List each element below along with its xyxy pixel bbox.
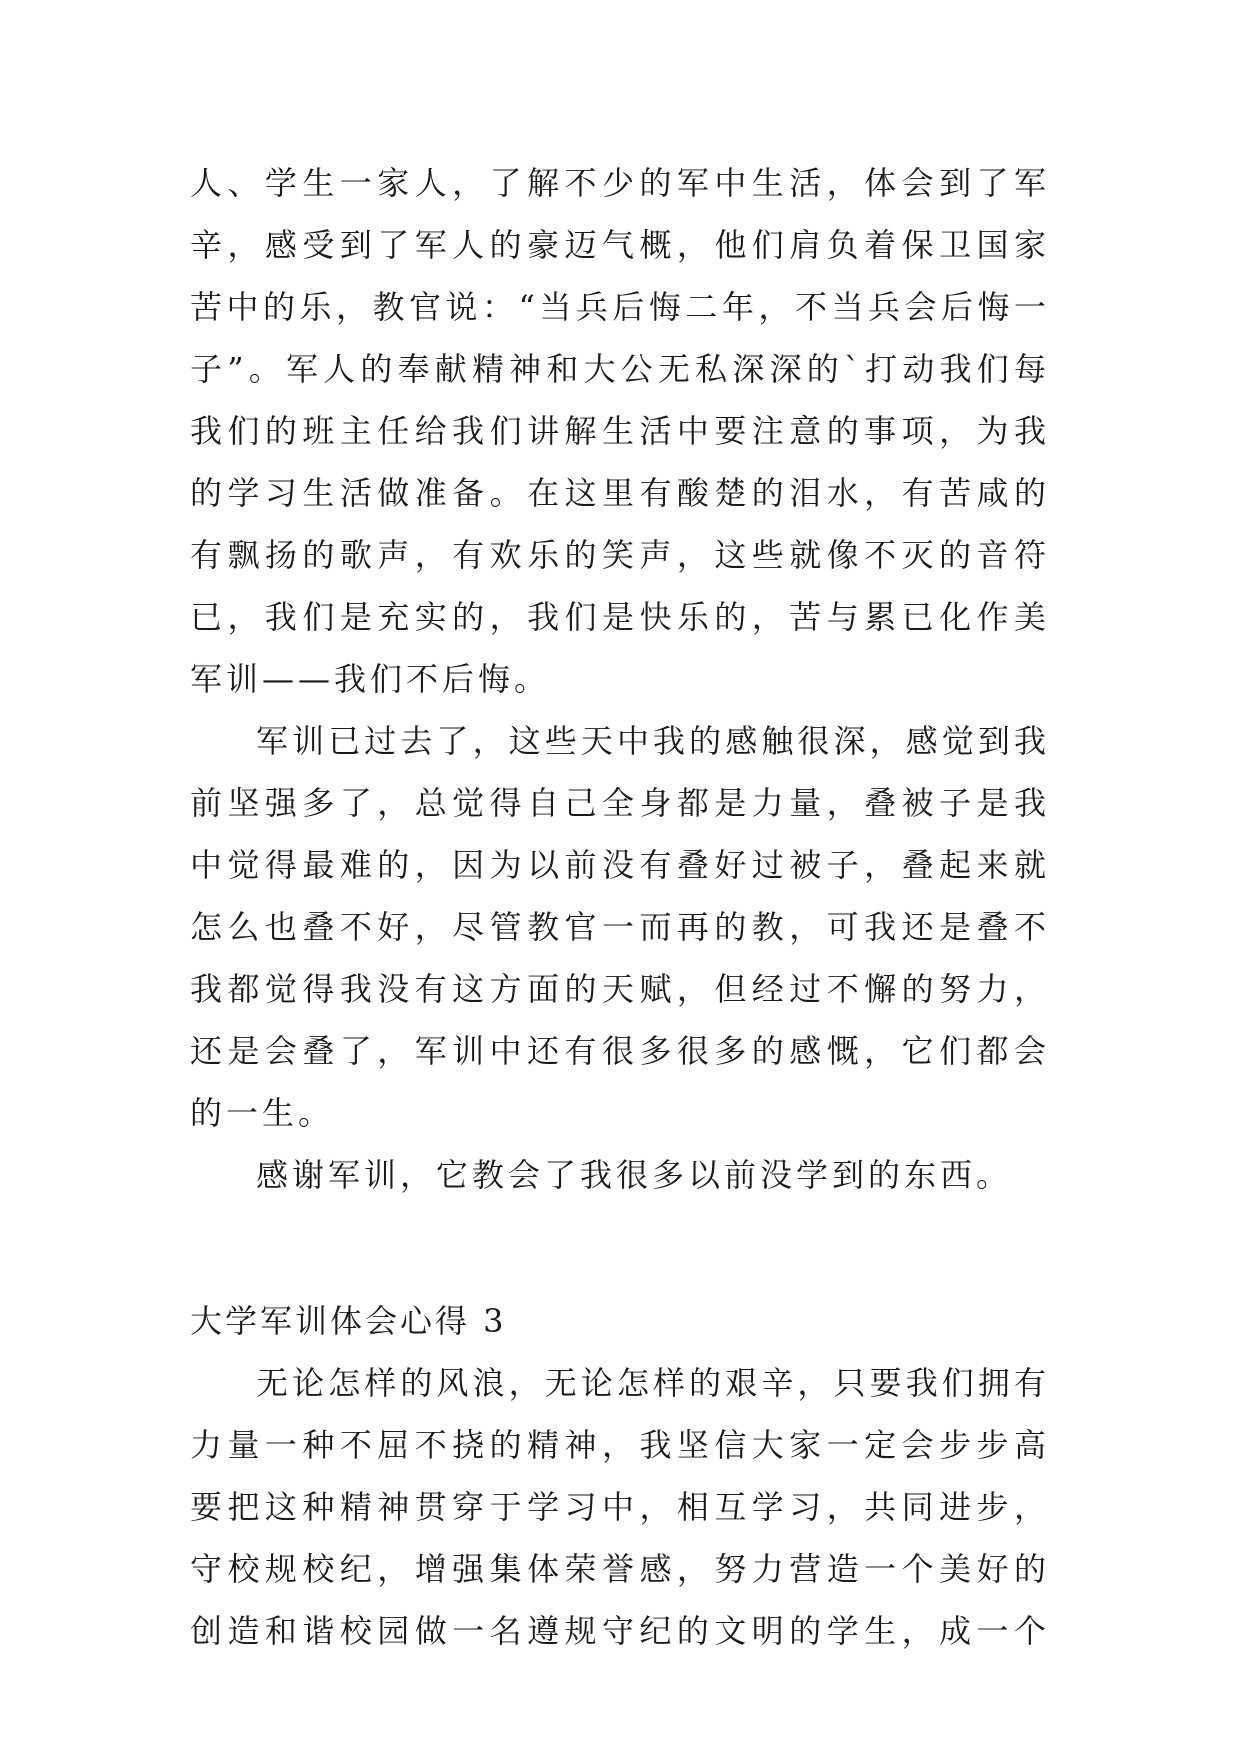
section-paragraph <box>190 1352 1050 1662</box>
paragraph-line: 的学习生活做准备。在这里有酸楚的泪水，有苦咸的 <box>190 474 1050 512</box>
paragraph-line: 力量一种不屈不挠的精神，我坚信大家一定会步步高 <box>190 1426 1050 1464</box>
paragraph-line: 的一生。 <box>190 1094 335 1132</box>
paragraph-line: 有飘扬的歌声，有欢乐的笑声，这些就像不灭的音符 <box>190 536 1050 574</box>
paragraph-line: 人、学生一家人，了解不少的军中生活，体会到了军 <box>190 164 1050 202</box>
paragraph-line: 我们的班主任给我们讲解生活中要注意的事项，为我 <box>190 412 1050 450</box>
paragraph-line: 已，我们是充实的，我们是快乐的，苦与累已化作美 <box>190 598 1050 636</box>
paragraph-line: 我都觉得我没有这方面的天赋，但经过不懈的努力， <box>190 970 1050 1008</box>
paragraph-1 <box>190 152 1050 710</box>
paragraph-line: 还是会叠了，军训中还有很多很多的感慨，它们都会 <box>190 1032 1050 1070</box>
section-heading-text: 大学军训体会心得 3 <box>190 1302 507 1340</box>
paragraph-line: 苦中的乐，教官说：“当兵后悔二年，不当兵会后悔一 <box>190 288 1050 326</box>
paragraph-2 <box>190 710 1050 1144</box>
paragraph-line: 子”。军人的奉献精神和大公无私深深的`打动我们每 <box>190 350 1050 388</box>
paragraph-line: 前坚强多了，总觉得自己全身都是力量，叠被子是我 <box>190 784 1050 822</box>
paragraph-line: 感谢军训，它教会了我很多以前没学到的东西。 <box>256 1156 1013 1194</box>
paragraph-line: 创造和谐校园做一名遵规守纪的文明的学生，成一个 <box>190 1612 1050 1650</box>
paragraph-line: 守校规校纪，增强集体荣誉感，努力营造一个美好的 <box>190 1550 1050 1588</box>
paragraph-line: 辛，感受到了军人的豪迈气概，他们肩负着保卫国家 <box>190 226 1050 264</box>
paragraph-line: 怎么也叠不好，尽管教官一而再的教，可我还是叠不 <box>190 908 1050 946</box>
paragraph-line: 无论怎样的风浪，无论怎样的艰辛，只要我们拥有 <box>256 1364 1050 1402</box>
paragraph-line: 军训已过去了，这些天中我的感触很深，感觉到我 <box>256 722 1050 760</box>
paragraph-line: 中觉得最难的，因为以前没有叠好过被子，叠起来就 <box>190 846 1050 884</box>
section-heading <box>190 1290 1050 1352</box>
paragraph-line: 军训——我们不后悔。 <box>190 660 551 698</box>
paragraph-line: 要把这种精神贯穿于学习中，相互学习，共同进步， <box>190 1488 1050 1526</box>
paragraph-3 <box>190 1144 1050 1206</box>
